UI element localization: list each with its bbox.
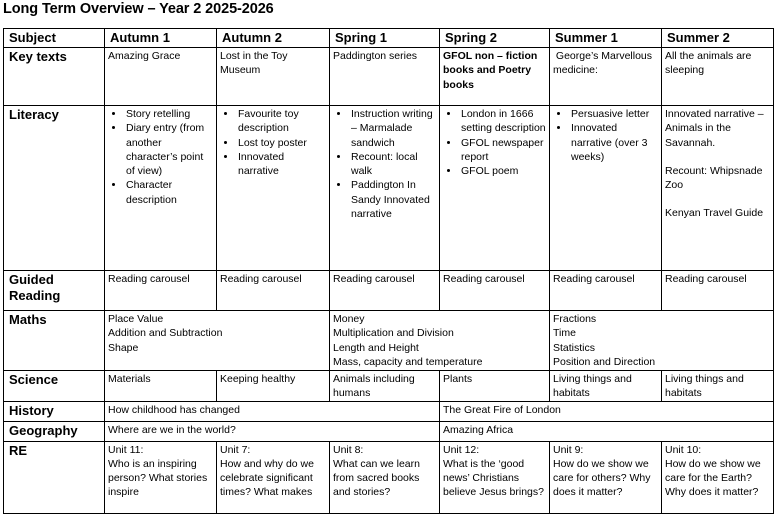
list-item: • Lost toy poster — [237, 136, 326, 150]
re-unit: Unit 12: — [443, 443, 480, 456]
re-label: RE — [4, 441, 105, 513]
history-row — [4, 401, 774, 421]
guided-reading-cell: Reading carousel — [105, 271, 217, 311]
list-item: • Innovated narrative — [237, 150, 326, 179]
science-label: Science — [4, 371, 105, 402]
maths-spring — [330, 311, 550, 371]
list-item: • Diary entry (from another character’s point of view) — [125, 121, 213, 178]
list-item: • Persuasive letter — [570, 107, 658, 121]
literacy-item: Innovated narrative – Animals in the Savannah. — [665, 108, 764, 149]
re-summer-1 — [550, 441, 662, 513]
re-unit: Unit 7: — [220, 443, 251, 456]
maths-label: Maths — [4, 311, 105, 371]
list-item: • London in 1666 setting description — [460, 107, 546, 136]
maths-topic: Shape — [108, 341, 139, 354]
literacy-autumn-1 — [105, 106, 217, 271]
key-texts-row — [4, 48, 774, 106]
maths-topic: Position and Direction — [553, 355, 656, 368]
literacy-spring-2 — [440, 106, 550, 271]
maths-topic: Place Value — [108, 313, 164, 325]
header-autumn-1: Autumn 1 — [105, 29, 217, 48]
re-question: What is the ‘good news’ Christians believe Jesus brings? — [443, 457, 544, 499]
guided-reading-cell: Reading carousel — [217, 271, 330, 311]
header-subject: Subject — [4, 29, 105, 48]
page-title: Long Term Overview – Year 2 2025-2026 — [3, 1, 274, 17]
header-autumn-2: Autumn 2 — [217, 29, 330, 48]
geography-spring-summer: Amazing Africa — [440, 421, 774, 441]
re-question: How do we show we care for the Earth? Why does it matter? — [665, 457, 761, 499]
re-unit: Unit 8: — [333, 443, 364, 456]
literacy-row — [4, 106, 774, 271]
key-texts-label: Key texts — [4, 48, 105, 106]
maths-autumn — [105, 311, 330, 371]
guided-reading-label: Guided Reading — [4, 271, 105, 311]
maths-summer — [550, 311, 774, 371]
re-autumn-1 — [105, 441, 217, 513]
re-unit: Unit 9: — [553, 443, 584, 456]
science-row — [4, 371, 774, 402]
list-item: • Instruction writing – Marmalade sandwich — [350, 107, 436, 150]
re-spring-1 — [330, 441, 440, 513]
key-text-summer-1: George’s Marvellous medicine: — [550, 48, 662, 106]
maths-topic: Time — [553, 327, 576, 340]
geography-row — [4, 421, 774, 441]
guided-reading-cell: Reading carousel — [550, 271, 662, 311]
literacy-spring-1 — [330, 106, 440, 271]
re-question: How and why do we celebrate significant times? What makes — [220, 457, 314, 499]
re-question: How do we show we care for others? Why does it matter? — [553, 457, 651, 499]
maths-topic: Length and Height — [333, 341, 419, 354]
science-summer-1: Living things and habitats — [550, 371, 662, 402]
re-summer-2 — [662, 441, 774, 513]
science-summer-2: Living things and habitats — [662, 371, 774, 402]
re-autumn-2 — [217, 441, 330, 513]
header-summer-1: Summer 1 — [550, 29, 662, 48]
key-text-summer-2: All the animals are sleeping — [662, 48, 774, 106]
re-question: Who is an inspiring person? What stories inspire — [108, 457, 208, 499]
header-row — [4, 29, 774, 48]
maths-topic: Addition and Subtraction — [108, 327, 223, 340]
maths-topic: Mass, capacity and temperature — [333, 355, 483, 368]
geography-autumn-spring: Where are we in the world? — [105, 421, 440, 441]
header-summer-2: Summer 2 — [662, 29, 774, 48]
re-row — [4, 441, 774, 513]
list-item: • GFOL poem — [460, 164, 546, 178]
key-text-autumn-1: Amazing Grace — [105, 48, 217, 106]
literacy-item: Kenyan Travel Guide — [665, 207, 764, 220]
maths-topic: Money — [333, 313, 365, 325]
list-item: • Character description — [125, 178, 213, 207]
re-unit: Unit 10: — [665, 443, 702, 456]
re-unit: Unit 11: — [108, 443, 144, 456]
list-item: • Paddington In Sandy Innovated narrative — [350, 178, 436, 221]
science-spring-1: Animals including humans — [330, 371, 440, 402]
header-spring-1: Spring 1 — [330, 29, 440, 48]
geography-label: Geography — [4, 421, 105, 441]
list-item: • Recount: local walk — [350, 150, 436, 179]
list-item: • Story retelling — [125, 107, 213, 121]
key-text-autumn-2: Lost in the Toy Museum — [217, 48, 330, 106]
guided-reading-cell: Reading carousel — [330, 271, 440, 311]
history-label: History — [4, 401, 105, 421]
science-autumn-1: Materials — [105, 371, 217, 402]
list-item: • GFOL newspaper report — [460, 136, 546, 165]
key-text-spring-2: GFOL non – fiction books and Poetry books — [440, 48, 550, 106]
maths-row — [4, 311, 774, 371]
overview-table — [3, 28, 774, 514]
literacy-autumn-2 — [217, 106, 330, 271]
maths-topic: Statistics — [553, 341, 596, 354]
history-autumn-spring: How childhood has changed — [105, 401, 440, 421]
science-spring-2: Plants — [440, 371, 550, 402]
guided-reading-row — [4, 271, 774, 311]
header-spring-2: Spring 2 — [440, 29, 550, 48]
re-spring-2 — [440, 441, 550, 513]
literacy-summer-1 — [550, 106, 662, 271]
key-text-spring-1: Paddington series — [330, 48, 440, 106]
history-spring-summer: The Great Fire of London — [440, 401, 774, 421]
maths-topic: Fractions — [553, 313, 597, 325]
maths-topic: Multiplication and Division — [333, 327, 454, 340]
literacy-summer-2 — [662, 106, 774, 271]
literacy-label: Literacy — [4, 106, 105, 271]
re-question: What can we learn from sacred books and stories? — [333, 457, 420, 499]
list-item: • Favourite toy description — [237, 107, 326, 136]
literacy-item: Recount: Whipsnade Zoo — [665, 164, 763, 192]
guided-reading-cell: Reading carousel — [440, 271, 550, 311]
guided-reading-cell: Reading carousel — [662, 271, 774, 311]
list-item: • Innovated narrative (over 3 weeks) — [570, 121, 658, 164]
science-autumn-2: Keeping healthy — [217, 371, 330, 402]
